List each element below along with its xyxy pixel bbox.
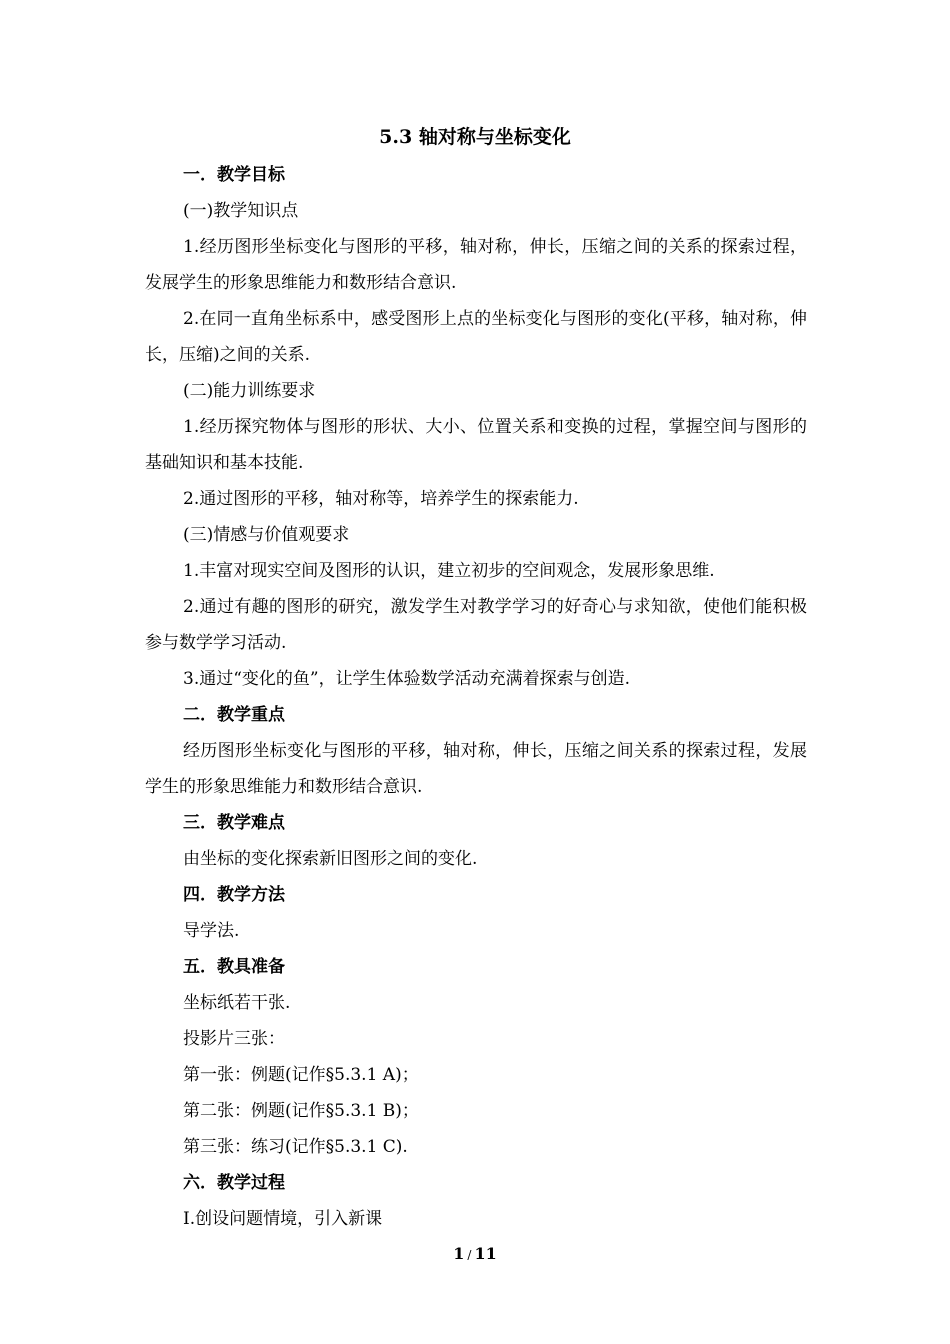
paragraph: 导学法. <box>183 921 240 941</box>
paragraph: 3.通过“变化的鱼”，让学生体验数学活动充满着探索与创造. <box>183 669 631 689</box>
paragraph: 第三张：练习(记作§5.3.1 C). <box>183 1137 408 1157</box>
paragraph: (二)能力训练要求 <box>183 381 316 401</box>
paragraph: 2.在同一直角坐标系中，感受图形上点的坐标变化与图形的变化(平移，轴对称，伸长，压缩)之间的关系. <box>145 309 807 365</box>
current-page-number: 1 <box>453 1244 465 1263</box>
paragraph: (三)情感与价值观要求 <box>183 525 350 545</box>
section-heading: 六．教学过程 <box>183 1173 285 1193</box>
paragraph: 经历图形坐标变化与图形的平移，轴对称，伸长，压缩之间关系的探索过程，发展学生的形象思维能力和数形结合意识. <box>145 741 807 797</box>
paragraph: 第二张：例题(记作§5.3.1 B)； <box>183 1101 419 1121</box>
document-body <box>145 157 807 1237</box>
page-title: 5.3 轴对称与坐标变化 <box>379 126 571 148</box>
paragraph: Ⅰ.创设问题情境，引入新课 <box>183 1209 383 1229</box>
paragraph: 第一张：例题(记作§5.3.1 A)； <box>183 1065 419 1085</box>
section-heading: 五．教具准备 <box>183 957 285 977</box>
paragraph: 坐标纸若干张. <box>183 993 291 1013</box>
paragraph: 1.经历图形坐标变化与图形的平移，轴对称，伸长，压缩之间的关系的探索过程，发展学生的形象思维能力和数形结合意识. <box>145 237 807 293</box>
page-number <box>0 1240 950 1269</box>
paragraph: 1.丰富对现实空间及图形的认识，建立初步的空间观念，发展形象思维. <box>183 561 715 581</box>
section-heading: 四．教学方法 <box>183 885 285 905</box>
paragraph: (一)教学知识点 <box>183 201 299 221</box>
paragraph: 2.通过有趣的图形的研究，激发学生对教学学习的好奇心与求知欲，使他们能积极参与数学学习活动. <box>145 597 807 653</box>
paragraph: 投影片三张： <box>183 1029 285 1049</box>
page-separator: / <box>467 1248 472 1262</box>
paragraph: 由坐标的变化探索新旧图形之间的变化. <box>183 849 478 869</box>
paragraph: 1.经历探究物体与图形的形状、大小、位置关系和变换的过程，掌握空间与图形的基础知识和基本技能. <box>145 417 807 473</box>
section-heading: 三．教学难点 <box>183 813 285 833</box>
section-heading: 一．教学目标 <box>183 165 285 185</box>
section-heading: 二．教学重点 <box>183 705 285 725</box>
total-page-count: 11 <box>474 1244 497 1263</box>
paragraph: 2.通过图形的平移，轴对称等，培养学生的探索能力. <box>183 489 579 509</box>
